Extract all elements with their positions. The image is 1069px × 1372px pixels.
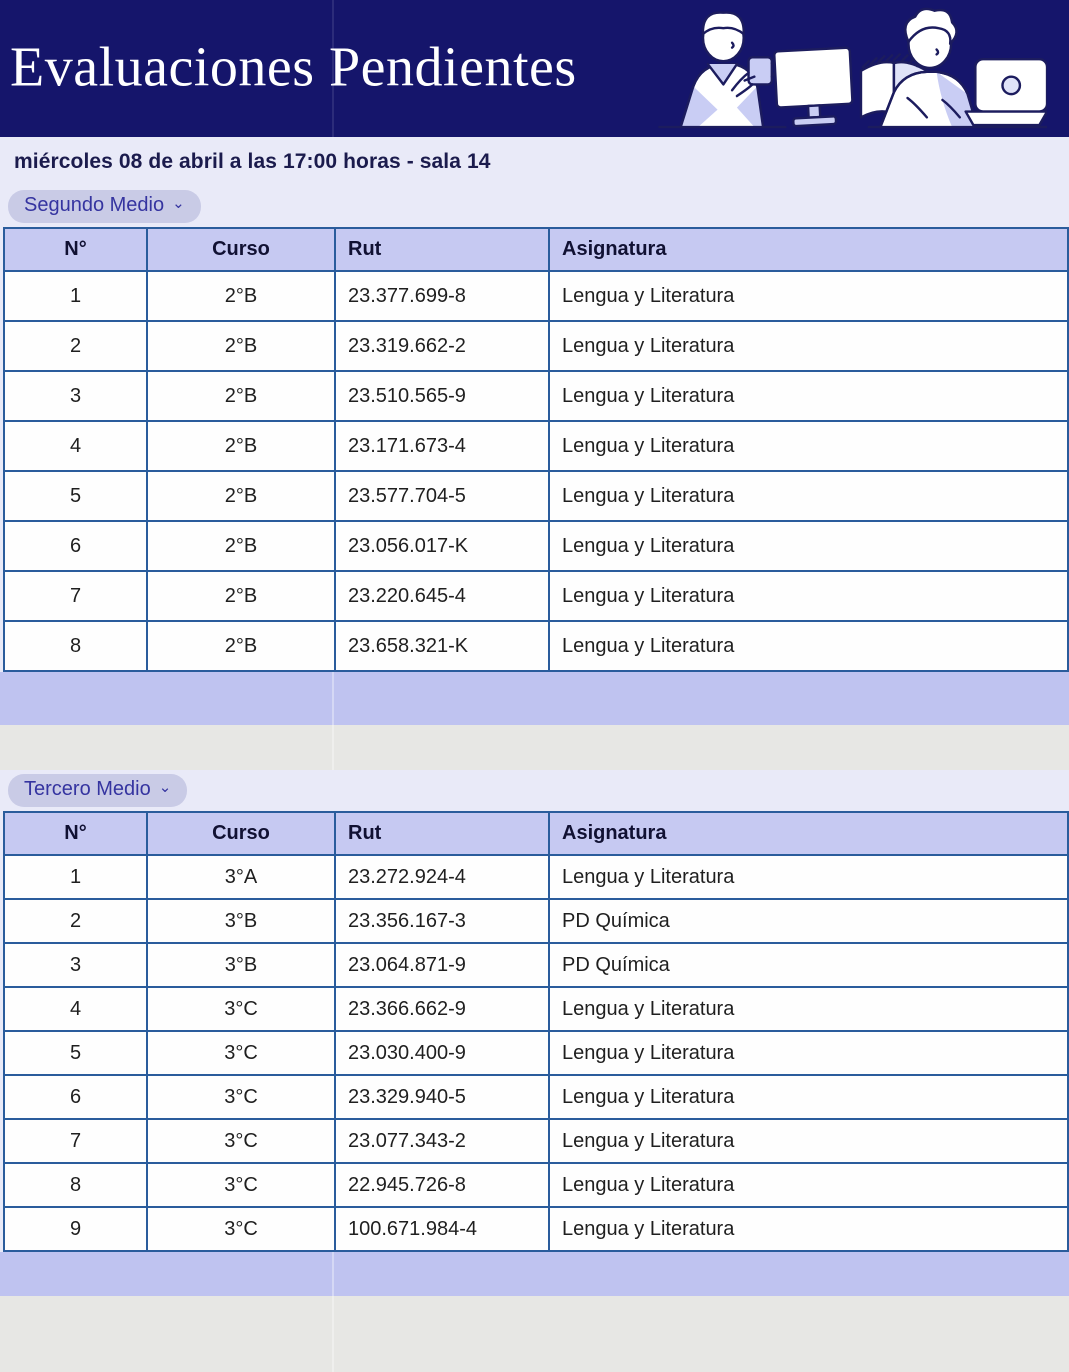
cell-asignatura: Lengua y Literatura [549,321,1068,371]
cell-asignatura: Lengua y Literatura [549,521,1068,571]
table-footer-band [0,1252,1069,1296]
session-info-bar [0,137,1069,186]
cell-rut: 23.272.924-4 [335,855,549,899]
cell-curso: 2°B [147,521,335,571]
cell-rut: 23.077.343-2 [335,1119,549,1163]
cell-curso: 2°B [147,471,335,521]
cell-n: 1 [4,855,147,899]
cell-n: 6 [4,1075,147,1119]
table-header-row [4,812,1068,855]
cell-n: 3 [4,371,147,421]
cell-rut: 23.030.400-9 [335,1031,549,1075]
column-header-asignatura: Asignatura [549,812,1068,855]
table-row [4,471,1068,521]
chevron-down-icon: ⌄ [158,778,172,796]
cell-curso: 3°C [147,1031,335,1075]
group-dropdown-label: Segundo Medio [24,194,165,216]
cell-curso: 3°A [147,855,335,899]
table-row [4,1207,1068,1251]
cell-rut: 23.171.673-4 [335,421,549,471]
group-selector-row-1 [0,186,1069,227]
table-row [4,521,1068,571]
table-row [4,1163,1068,1207]
cell-rut: 23.377.699-8 [335,271,549,321]
cell-rut: 23.319.662-2 [335,321,549,371]
cell-asignatura: Lengua y Literatura [549,1075,1068,1119]
column-header-asignatura: Asignatura [549,228,1068,271]
band-column-divider [332,672,334,725]
band-column-divider [332,725,334,770]
cell-n: 5 [4,1031,147,1075]
cell-asignatura: Lengua y Literatura [549,987,1068,1031]
cell-n: 7 [4,1119,147,1163]
table-row [4,371,1068,421]
column-header-rut: Rut [335,228,549,271]
table-row [4,943,1068,987]
column-header-rut: Rut [335,812,549,855]
band-column-divider [332,1296,334,1372]
app-header [0,0,1069,137]
cell-curso: 3°C [147,1075,335,1119]
cell-rut: 23.510.565-9 [335,371,549,421]
cell-n: 7 [4,571,147,621]
cell-curso: 2°B [147,421,335,471]
cell-asignatura: Lengua y Literatura [549,371,1068,421]
cell-asignatura: Lengua y Literatura [549,421,1068,471]
chevron-down-icon: ⌄ [172,194,185,212]
people-at-desk-illustration [640,3,1047,129]
cell-asignatura: Lengua y Literatura [549,471,1068,521]
cell-curso: 2°B [147,271,335,321]
cell-rut: 23.356.167-3 [335,899,549,943]
cell-curso: 3°B [147,899,335,943]
column-header-n: N° [4,228,147,271]
group-dropdown-tercero-medio[interactable] [8,774,187,807]
cell-n: 6 [4,521,147,571]
table-footer-band [0,672,1069,725]
table-header-row [4,228,1068,271]
page-title: Evaluaciones Pendientes [10,36,577,99]
cell-n: 2 [4,321,147,371]
cell-n: 5 [4,471,147,521]
cell-asignatura: Lengua y Literatura [549,1207,1068,1251]
cell-rut: 23.220.645-4 [335,571,549,621]
cell-asignatura: Lengua y Literatura [549,271,1068,321]
table-row [4,421,1068,471]
pending-evaluations-table-segundo-medio [3,227,1069,672]
column-header-n: N° [4,812,147,855]
cell-asignatura: Lengua y Literatura [549,571,1068,621]
cell-rut: 23.329.940-5 [335,1075,549,1119]
cell-rut: 23.056.017-K [335,521,549,571]
cell-curso: 2°B [147,321,335,371]
cell-rut: 23.064.871-9 [335,943,549,987]
table-row [4,899,1068,943]
cell-asignatura: Lengua y Literatura [549,1119,1068,1163]
table-row [4,621,1068,671]
table-row [4,855,1068,899]
table-row [4,1075,1068,1119]
cell-rut: 22.945.726-8 [335,1163,549,1207]
cell-rut: 23.658.321-K [335,621,549,671]
group-selector-row-2 [0,770,1069,811]
separator-band [0,725,1069,770]
table-row [4,271,1068,321]
cell-n: 2 [4,899,147,943]
cell-curso: 3°C [147,987,335,1031]
session-info-text: miércoles 08 de abril a las 17:00 horas - sala 14 [14,149,491,173]
cell-n: 8 [4,1163,147,1207]
cell-curso: 3°C [147,1119,335,1163]
cell-asignatura: PD Química [549,943,1068,987]
cell-asignatura: PD Química [549,899,1068,943]
cell-rut: 23.366.662-9 [335,987,549,1031]
cell-rut: 100.671.984-4 [335,1207,549,1251]
cell-n: 4 [4,987,147,1031]
cell-curso: 3°C [147,1163,335,1207]
column-header-curso: Curso [147,812,335,855]
cell-curso: 2°B [147,621,335,671]
cell-n: 4 [4,421,147,471]
column-header-curso: Curso [147,228,335,271]
cell-asignatura: Lengua y Literatura [549,1163,1068,1207]
cell-curso: 3°C [147,1207,335,1251]
cell-n: 3 [4,943,147,987]
group-dropdown-label: Tercero Medio [24,778,151,800]
table-row [4,987,1068,1031]
cell-asignatura: Lengua y Literatura [549,855,1068,899]
cell-n: 1 [4,271,147,321]
band-column-divider [332,1252,334,1296]
cell-curso: 3°B [147,943,335,987]
group-dropdown-segundo-medio[interactable] [8,190,201,223]
cell-n: 8 [4,621,147,671]
cell-rut: 23.577.704-5 [335,471,549,521]
table-row [4,321,1068,371]
separator-band [0,1296,1069,1372]
cell-asignatura: Lengua y Literatura [549,1031,1068,1075]
table-row [4,1119,1068,1163]
table-row [4,1031,1068,1075]
cell-curso: 2°B [147,371,335,421]
pending-evaluations-table-tercero-medio [3,811,1069,1252]
cell-asignatura: Lengua y Literatura [549,621,1068,671]
table-row [4,571,1068,621]
cell-curso: 2°B [147,571,335,621]
cell-n: 9 [4,1207,147,1251]
